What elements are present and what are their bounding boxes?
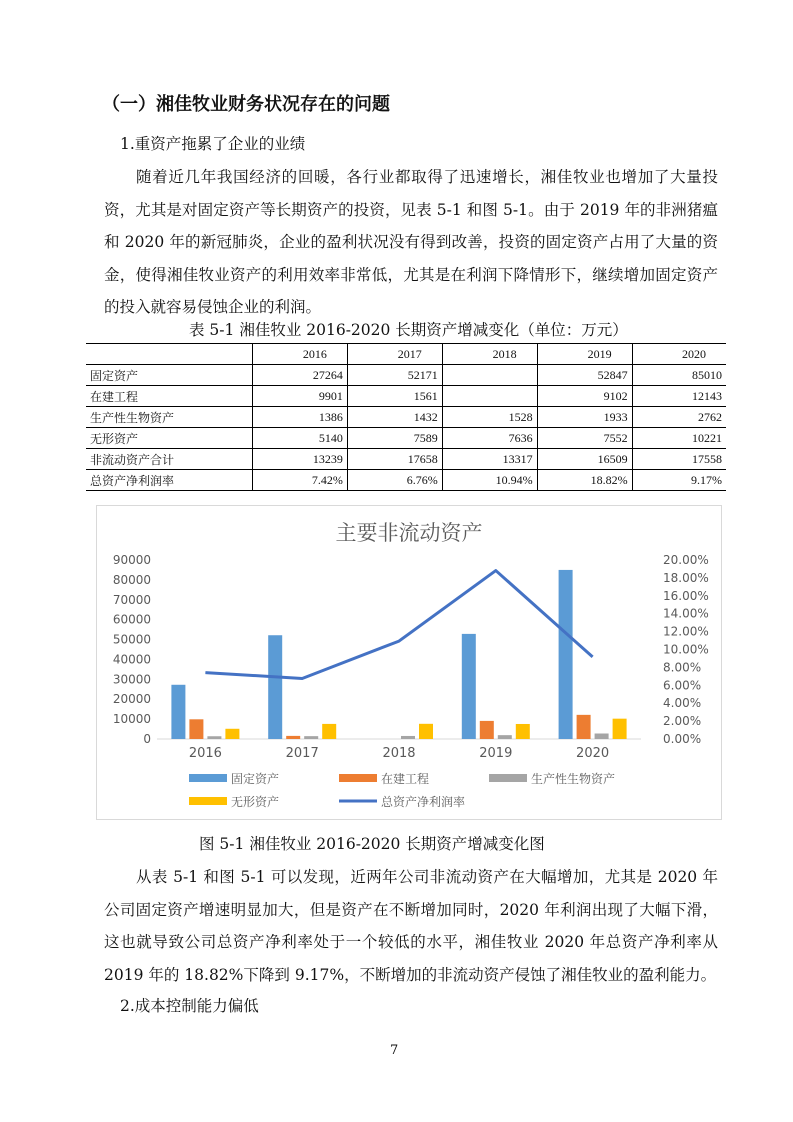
table-cell: 16509 xyxy=(537,449,632,470)
table-row xyxy=(86,386,726,407)
table-cell xyxy=(442,365,537,386)
table-row xyxy=(86,407,726,428)
bar-1-2020 xyxy=(559,570,573,739)
table-cell: 7636 xyxy=(442,428,537,449)
bar-2-2016 xyxy=(189,719,203,739)
bar-3-2016 xyxy=(207,736,221,739)
table-cell: 2762 xyxy=(632,407,726,428)
table-cell: 9901 xyxy=(253,386,348,407)
y-right-tick-label: 12.00% xyxy=(663,624,709,639)
table-cell: 17558 xyxy=(632,449,726,470)
table-row-label: 无形资产 xyxy=(86,428,253,449)
table-header-cell: 2017 xyxy=(347,344,442,365)
table-row xyxy=(86,470,726,491)
bar-3-2020 xyxy=(595,734,609,739)
table-cell: 7589 xyxy=(347,428,442,449)
table-header-cell: 2020 xyxy=(632,344,726,365)
table-caption: 表 5-1 湘佳牧业 2016-2020 长期资产增减变化（单位：万元） xyxy=(189,321,628,339)
table-cell: 1386 xyxy=(253,407,348,428)
table-cell: 1933 xyxy=(537,407,632,428)
y-right-tick-label: 20.00% xyxy=(663,553,709,567)
page-number: 7 xyxy=(390,1043,399,1058)
table-cell: 9102 xyxy=(537,386,632,407)
bar-4-2016 xyxy=(225,729,239,739)
table-header-cell: 2016 xyxy=(253,344,348,365)
table-header-cell: 2019 xyxy=(537,344,632,365)
table-header-cell xyxy=(86,344,253,365)
y-left-tick-label: 20000 xyxy=(112,692,151,707)
bar-2-2017 xyxy=(286,736,300,739)
table-cell xyxy=(442,386,537,407)
bar-3-2019 xyxy=(498,735,512,739)
table-cell: 52171 xyxy=(347,365,442,386)
table-row-label: 生产性生物资产 xyxy=(86,407,253,428)
y-left-tick-label: 50000 xyxy=(112,632,151,647)
bar-4-2017 xyxy=(322,724,336,739)
y-left-tick-label: 0 xyxy=(143,732,151,746)
y-right-tick-label: 10.00% xyxy=(663,642,709,657)
table-cell: 1432 xyxy=(347,407,442,428)
legend-label: 总资产净利润率 xyxy=(381,795,466,809)
y-left-tick-label: 80000 xyxy=(112,572,151,587)
table-cell: 18.82% xyxy=(537,470,632,491)
subheading-2: 2.成本控制能力偏低 xyxy=(120,997,259,1015)
legend-swatch xyxy=(339,774,377,782)
table-cell: 1561 xyxy=(347,386,442,407)
bar-1-2016 xyxy=(171,685,185,739)
legend-label: 固定资产 xyxy=(231,772,280,786)
table-row-label: 非流动资产合计 xyxy=(86,449,253,470)
legend-swatch xyxy=(489,774,527,782)
legend-swatch xyxy=(189,774,227,782)
paragraph-1: 随着近几年我国经济的回暖，各行业都取得了迅速增长，湘佳牧业也增加了大量投资，尤其是对固定资产等长期资产的投资，见表 5-1 和图 5-1。由于 2019 年的非洲猪瘟和 2020 年的新冠肺炎，企业的盈利状况没有得到改善，投资的固定资产占用了大量的资金，使得湘佳牧业资产的利用效率非常低，尤其是在利润下降情形下，继续增加固定资产的投入就容易侵蚀企业的利润。 xyxy=(104,168,718,316)
table-cell: 85010 xyxy=(632,365,726,386)
bar-4-2020 xyxy=(613,719,627,739)
y-left-tick-label: 10000 xyxy=(112,712,151,727)
legend-swatch xyxy=(189,797,227,805)
table-cell: 9.17% xyxy=(632,470,726,491)
table-header-row xyxy=(86,344,726,365)
y-left-tick-label: 30000 xyxy=(112,672,151,687)
y-right-tick-label: 6.00% xyxy=(663,678,702,693)
x-tick-label: 2018 xyxy=(382,746,416,761)
legend-label: 在建工程 xyxy=(381,772,430,786)
legend-label: 生产性生物资产 xyxy=(531,772,616,786)
table-cell: 17658 xyxy=(347,449,442,470)
y-left-tick-label: 60000 xyxy=(112,612,151,627)
y-right-tick-label: 0.00% xyxy=(663,732,702,746)
y-right-tick-label: 16.00% xyxy=(663,588,709,603)
table-row xyxy=(86,449,726,470)
bar-3-2017 xyxy=(304,736,318,739)
x-tick-label: 2019 xyxy=(479,746,513,761)
table-cell: 7552 xyxy=(537,428,632,449)
table-cell: 10221 xyxy=(632,428,726,449)
x-tick-label: 2017 xyxy=(285,746,319,761)
table-header-cell: 2018 xyxy=(442,344,537,365)
bar-1-2019 xyxy=(462,634,476,739)
bar-3-2018 xyxy=(401,736,415,739)
data-table xyxy=(86,343,726,491)
legend-label: 无形资产 xyxy=(231,795,280,809)
line-series xyxy=(205,571,592,679)
chart-svg xyxy=(97,506,721,819)
chart-title: 主要非流动资产 xyxy=(335,521,483,545)
table-cell: 10.94% xyxy=(442,470,537,491)
bar-4-2018 xyxy=(419,724,433,739)
y-right-tick-label: 18.00% xyxy=(663,570,709,585)
table-row-label: 固定资产 xyxy=(86,365,253,386)
table-cell: 27264 xyxy=(253,365,348,386)
table-cell: 1528 xyxy=(442,407,537,428)
table-row-label: 在建工程 xyxy=(86,386,253,407)
table-cell: 7.42% xyxy=(253,470,348,491)
table-cell: 6.76% xyxy=(347,470,442,491)
bar-1-2017 xyxy=(268,635,282,739)
table-cell: 5140 xyxy=(253,428,348,449)
x-tick-label: 2020 xyxy=(576,746,610,761)
y-left-tick-label: 70000 xyxy=(112,592,151,607)
y-right-tick-label: 8.00% xyxy=(663,660,702,675)
bar-2-2020 xyxy=(577,715,591,739)
y-right-tick-label: 14.00% xyxy=(663,606,709,621)
section-heading: （一）湘佳牧业财务状况存在的问题 xyxy=(102,94,390,115)
y-right-tick-label: 2.00% xyxy=(663,714,702,729)
table-cell: 12143 xyxy=(632,386,726,407)
x-tick-label: 2016 xyxy=(188,746,222,761)
table-row-label: 总资产净利润率 xyxy=(86,470,253,491)
paragraph-2: 从表 5-1 和图 5-1 可以发现，近两年公司非流动资产在大幅增加，尤其是 2020 年公司固定资产增速明显加大，但是资产在不断增加同时，2020 年利润出现了大幅下滑，这也就导致公司总资产净利率处于一个较低的水平，湘佳牧业 2020 年总资产净利率从 2019 年的 18.82%下降到 9.17%，不断增加的非流动资产侵蚀了湘佳牧业的盈利能力。 xyxy=(104,868,718,984)
bar-4-2019 xyxy=(516,724,530,739)
y-left-tick-label: 40000 xyxy=(112,652,151,667)
table-cell: 13239 xyxy=(253,449,348,470)
table-row xyxy=(86,365,726,386)
table-row xyxy=(86,428,726,449)
y-right-tick-label: 4.00% xyxy=(663,696,702,711)
table-cell: 52847 xyxy=(537,365,632,386)
figure-caption: 图 5-1 湘佳牧业 2016-2020 长期资产增减变化图 xyxy=(199,835,545,853)
bar-2-2019 xyxy=(480,721,494,739)
table-cell: 13317 xyxy=(442,449,537,470)
y-left-tick-label: 90000 xyxy=(112,553,151,567)
chart-frame xyxy=(96,505,722,820)
subheading-1: 1.重资产拖累了企业的业绩 xyxy=(120,135,306,153)
